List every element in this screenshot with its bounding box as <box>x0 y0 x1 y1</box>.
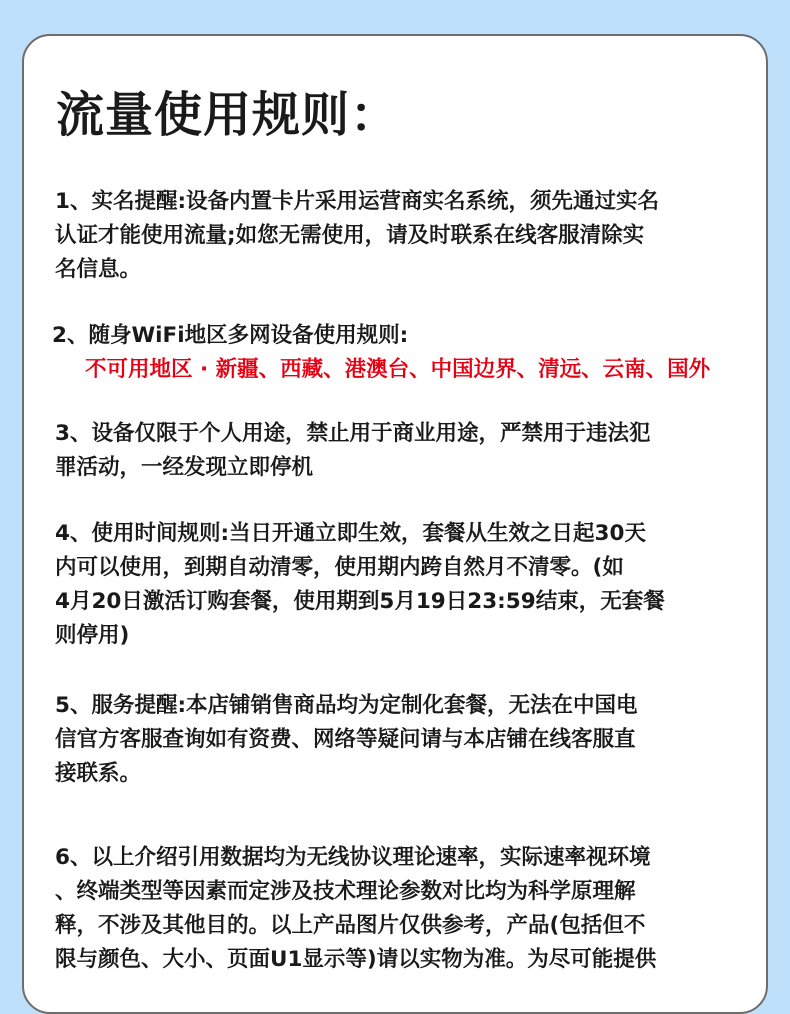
rule-5-line-1: 5、服务提醒:本店铺销售商品均为定制化套餐，无法在中国电 <box>55 693 638 718</box>
rule-6-line-3: 释，不涉及其他目的。以上产品图片仅供参考，产品(包括但不 <box>55 913 646 938</box>
rule-2-heading: 2、随身WiFi地区多网设备使用规则: <box>52 323 409 348</box>
rules-card <box>22 34 768 1014</box>
rule-1 <box>55 185 755 287</box>
rule-3 <box>55 417 755 485</box>
rule-3-line-2: 罪活动，一经发现立即停机 <box>55 455 314 480</box>
rule-6 <box>55 841 755 977</box>
page-title: 流量使用规则： <box>56 87 400 143</box>
restricted-regions: 不可用地区 · 新疆、西藏、港澳台、中国边界、清远、云南、国外 <box>85 357 711 382</box>
rule-3-line-1: 3、设备仅限于个人用途，禁止用于商业用途，严禁用于违法犯 <box>55 421 651 446</box>
rule-4 <box>55 517 755 653</box>
rule-4-line-1: 4、使用时间规则:当日开通立即生效，套餐从生效之日起30天 <box>55 521 646 546</box>
rule-1-line-3: 名信息。 <box>55 257 142 282</box>
rule-2 <box>52 319 752 387</box>
rule-1-line-1: 1、实名提醒:设备内置卡片采用运营商实名系统，须先通过实名 <box>55 189 660 214</box>
rule-5 <box>55 689 755 791</box>
rule-6-line-1: 6、以上介绍引用数据均为无线协议理论速率，实际速率视环境 <box>55 845 651 870</box>
rule-4-line-2: 内可以使用，到期自动清零，使用期内跨自然月不清零。(如 <box>55 555 624 580</box>
rule-1-line-2: 认证才能使用流量;如您无需使用，请及时联系在线客服清除实 <box>55 223 645 248</box>
rule-5-line-3: 接联系。 <box>55 761 142 786</box>
rule-4-line-3: 4月20日激活订购套餐，使用期到5月19日23:59结束，无套餐 <box>55 589 665 614</box>
rule-6-line-4: 限与颜色、大小、页面U1显示等)请以实物为准。为尽可能提供 <box>55 947 657 972</box>
rule-5-line-2: 信官方客服查询如有资费、网络等疑问请与本店铺在线客服直 <box>55 727 636 752</box>
rule-6-line-2: 、终端类型等因素而定涉及技术理论参数对比均为科学原理解 <box>55 879 636 904</box>
rule-4-line-4: 则停用) <box>55 623 130 648</box>
